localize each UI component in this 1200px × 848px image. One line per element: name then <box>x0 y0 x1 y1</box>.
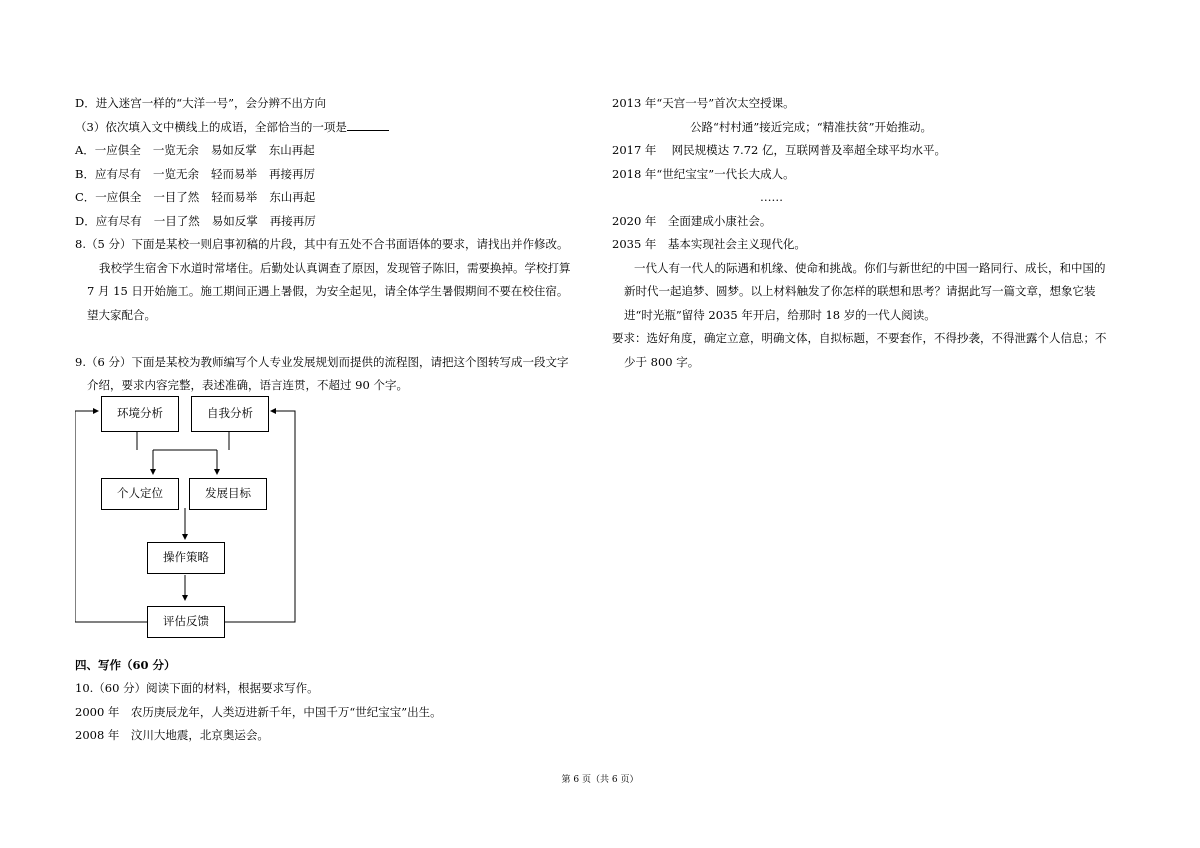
right-column <box>612 92 1132 374</box>
timeline-2020: 2020 年 全面建成小康社会。 <box>612 213 772 228</box>
flow-box-strategy: 操作策略 <box>147 542 225 574</box>
question-3-text: （3）依次填入文中横线上的成语，全部恰当的一项是 <box>75 119 347 134</box>
question-9-cont: 介绍，要求内容完整，表述准确，语言连贯，不超过 90 个字。 <box>87 378 408 392</box>
option-a-3: 易如反掌 <box>210 143 257 157</box>
timeline-2035: 2035 年 基本实现社会主义现代化。 <box>612 237 806 251</box>
option-b-4: 再接再厉 <box>268 166 315 181</box>
timeline-2000: 2000 年 农历庚辰龙年，人类迈进新千年，中国千万“世纪宝宝”出生。 <box>75 704 442 719</box>
option-c-2: 一目了然 <box>153 190 200 204</box>
left-column <box>75 92 595 748</box>
option-a-1: A．一应俱全 <box>75 143 141 157</box>
option-b-2: 一览无余 <box>152 166 199 181</box>
option-d-q2: D．进入迷宫一样的“大洋一号”，会分辨不出方向 <box>75 96 326 110</box>
option-d <box>75 210 595 234</box>
option-c <box>75 186 595 210</box>
option-d-3: 易如反掌 <box>211 213 258 228</box>
option-d-2: 一目了然 <box>153 213 200 228</box>
option-d-4: 再接再厉 <box>269 213 316 228</box>
question-10: 10.（60 分）阅读下面的材料，根据要求写作。 <box>75 681 319 695</box>
option-c-1: C．一应俱全 <box>75 190 142 204</box>
option-a <box>75 139 595 163</box>
flow-box-self: 自我分析 <box>191 396 269 432</box>
option-b <box>75 163 595 187</box>
prompt-line-2: 新时代一起追梦、圆梦。以上材料触发了你怎样的联想和思考？请据此写一篇文章，想象它装 <box>624 284 1096 298</box>
option-a-2: 一览无余 <box>152 143 199 157</box>
prompt-line-3: 进“时光瓶”留待 2035 年开启，给那时 18 岁的一代人阅读。 <box>624 307 936 322</box>
timeline-2017: 2017 年 网民规模达 7.72 亿，互联网普及率超全球平均水平。 <box>612 143 946 157</box>
option-b-3: 轻而易举 <box>210 166 257 181</box>
flow-box-environment: 环境分析 <box>101 396 179 432</box>
question-8: 8.（5 分）下面是某校一则启事初稿的片段，其中有五处不合书面语体的要求，请找出并作修改。 <box>75 237 569 251</box>
timeline-ellipsis: …… <box>760 190 783 204</box>
question-3 <box>75 116 595 140</box>
timeline-2013: 2013 年“天宫一号”首次太空授课。 <box>612 96 795 110</box>
notice-line-3: 望大家配合。 <box>87 307 156 322</box>
question-9: 9.（6 分）下面是某校为教师编写个人专业发展规划而提供的流程图，请把这个图转写成一段文字 <box>75 354 569 369</box>
option-a-4: 东山再起 <box>268 143 315 157</box>
requirements-line-1: 要求：选好角度，确定立意，明确文体，自拟标题，不要套作，不得抄袭，不得泄露个人信息；不 <box>612 331 1107 345</box>
timeline-village: 公路“村村通”接近完成；“精准扶贫”开始推动。 <box>690 119 933 134</box>
option-d-1: D．应有尽有 <box>75 213 142 228</box>
flow-box-position: 个人定位 <box>101 478 179 510</box>
option-b-1: B．应有尽有 <box>75 166 141 181</box>
option-c-3: 轻而易举 <box>211 190 258 204</box>
flowchart <box>75 402 315 652</box>
notice-line-1: 我校学生宿舍下水道时常堵住。后勤处认真调查了原因，发现管子陈旧，需要换掉。学校打算 <box>99 260 571 275</box>
timeline-2008: 2008 年 汶川大地震，北京奥运会。 <box>75 728 269 742</box>
flow-box-evaluation: 评估反馈 <box>147 606 225 638</box>
page-number: 第 6 页（共 6 页） <box>561 775 639 785</box>
answer-blank <box>347 118 389 131</box>
option-c-4: 东山再起 <box>269 190 316 204</box>
timeline-2018: 2018 年“世纪宝宝”一代长大成人。 <box>612 166 795 181</box>
requirements-line-2: 少于 800 字。 <box>624 354 700 369</box>
section-4-heading: 四、写作（60 分） <box>75 657 176 672</box>
flow-box-goal: 发展目标 <box>189 478 267 510</box>
prompt-line-1: 一代人有一代人的际遇和机缘、使命和挑战。你们与新世纪的中国一路同行、成长，和中国的 <box>634 260 1106 275</box>
notice-line-2: 7 月 15 日开始施工。施工期间正遇上暑假，为安全起见，请全体学生暑假期间不要在校住宿。 <box>87 284 569 298</box>
